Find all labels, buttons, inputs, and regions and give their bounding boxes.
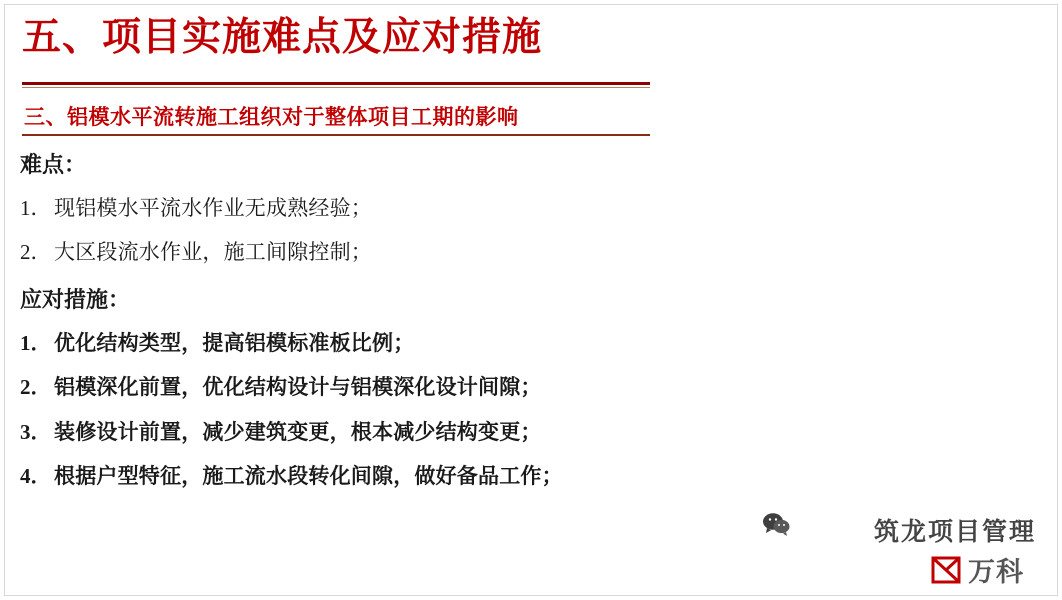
wechat-account-name: 筑龙项目管理 bbox=[873, 519, 1036, 546]
item-number: 3． bbox=[20, 419, 52, 444]
wechat-icon bbox=[762, 512, 790, 536]
item-number: 1． bbox=[20, 195, 52, 220]
measure-item bbox=[20, 372, 1020, 404]
item-number: 2． bbox=[20, 240, 52, 265]
measure-item bbox=[20, 417, 1020, 449]
item-number: 1． bbox=[20, 330, 52, 355]
item-number: 4． bbox=[20, 464, 52, 489]
measure-item bbox=[20, 461, 1020, 493]
branding-watermark bbox=[744, 506, 1044, 592]
item-text: 现铝模水平流水作业无成熟经验； bbox=[54, 195, 372, 220]
subtitle-divider bbox=[22, 134, 650, 136]
title-area bbox=[22, 14, 642, 63]
item-text: 优化结构类型，提高铝模标准板比例； bbox=[54, 330, 415, 355]
measure-item bbox=[20, 328, 1020, 360]
section-subtitle: 三、铝模水平流转施工组织对于整体项目工期的影响 bbox=[24, 105, 519, 129]
difficulty-item bbox=[20, 193, 1020, 225]
item-text: 根据户型特征，施工流水段转化间隙，做好备品工作； bbox=[54, 464, 563, 489]
page-title: 五、项目实施难点及应对措施 bbox=[22, 16, 543, 59]
item-number: 2． bbox=[20, 375, 52, 400]
item-text: 装修设计前置，减少建筑变更，根本减少结构变更； bbox=[54, 419, 542, 444]
vanke-logo-icon bbox=[930, 555, 962, 585]
item-text: 大区段流水作业，施工间隙控制； bbox=[54, 240, 372, 265]
difficulty-heading: 难点： bbox=[20, 152, 87, 177]
difficulty-item bbox=[20, 237, 1020, 269]
title-divider-thin bbox=[22, 87, 650, 88]
company-name: 万科 bbox=[968, 557, 1024, 587]
title-divider bbox=[22, 82, 650, 85]
measures-heading: 应对措施： bbox=[20, 286, 131, 312]
company-logo bbox=[930, 550, 1024, 589]
item-text: 铝模深化前置，优化结构设计与铝模深化设计间隙； bbox=[54, 375, 542, 400]
slide-body bbox=[20, 150, 1020, 506]
